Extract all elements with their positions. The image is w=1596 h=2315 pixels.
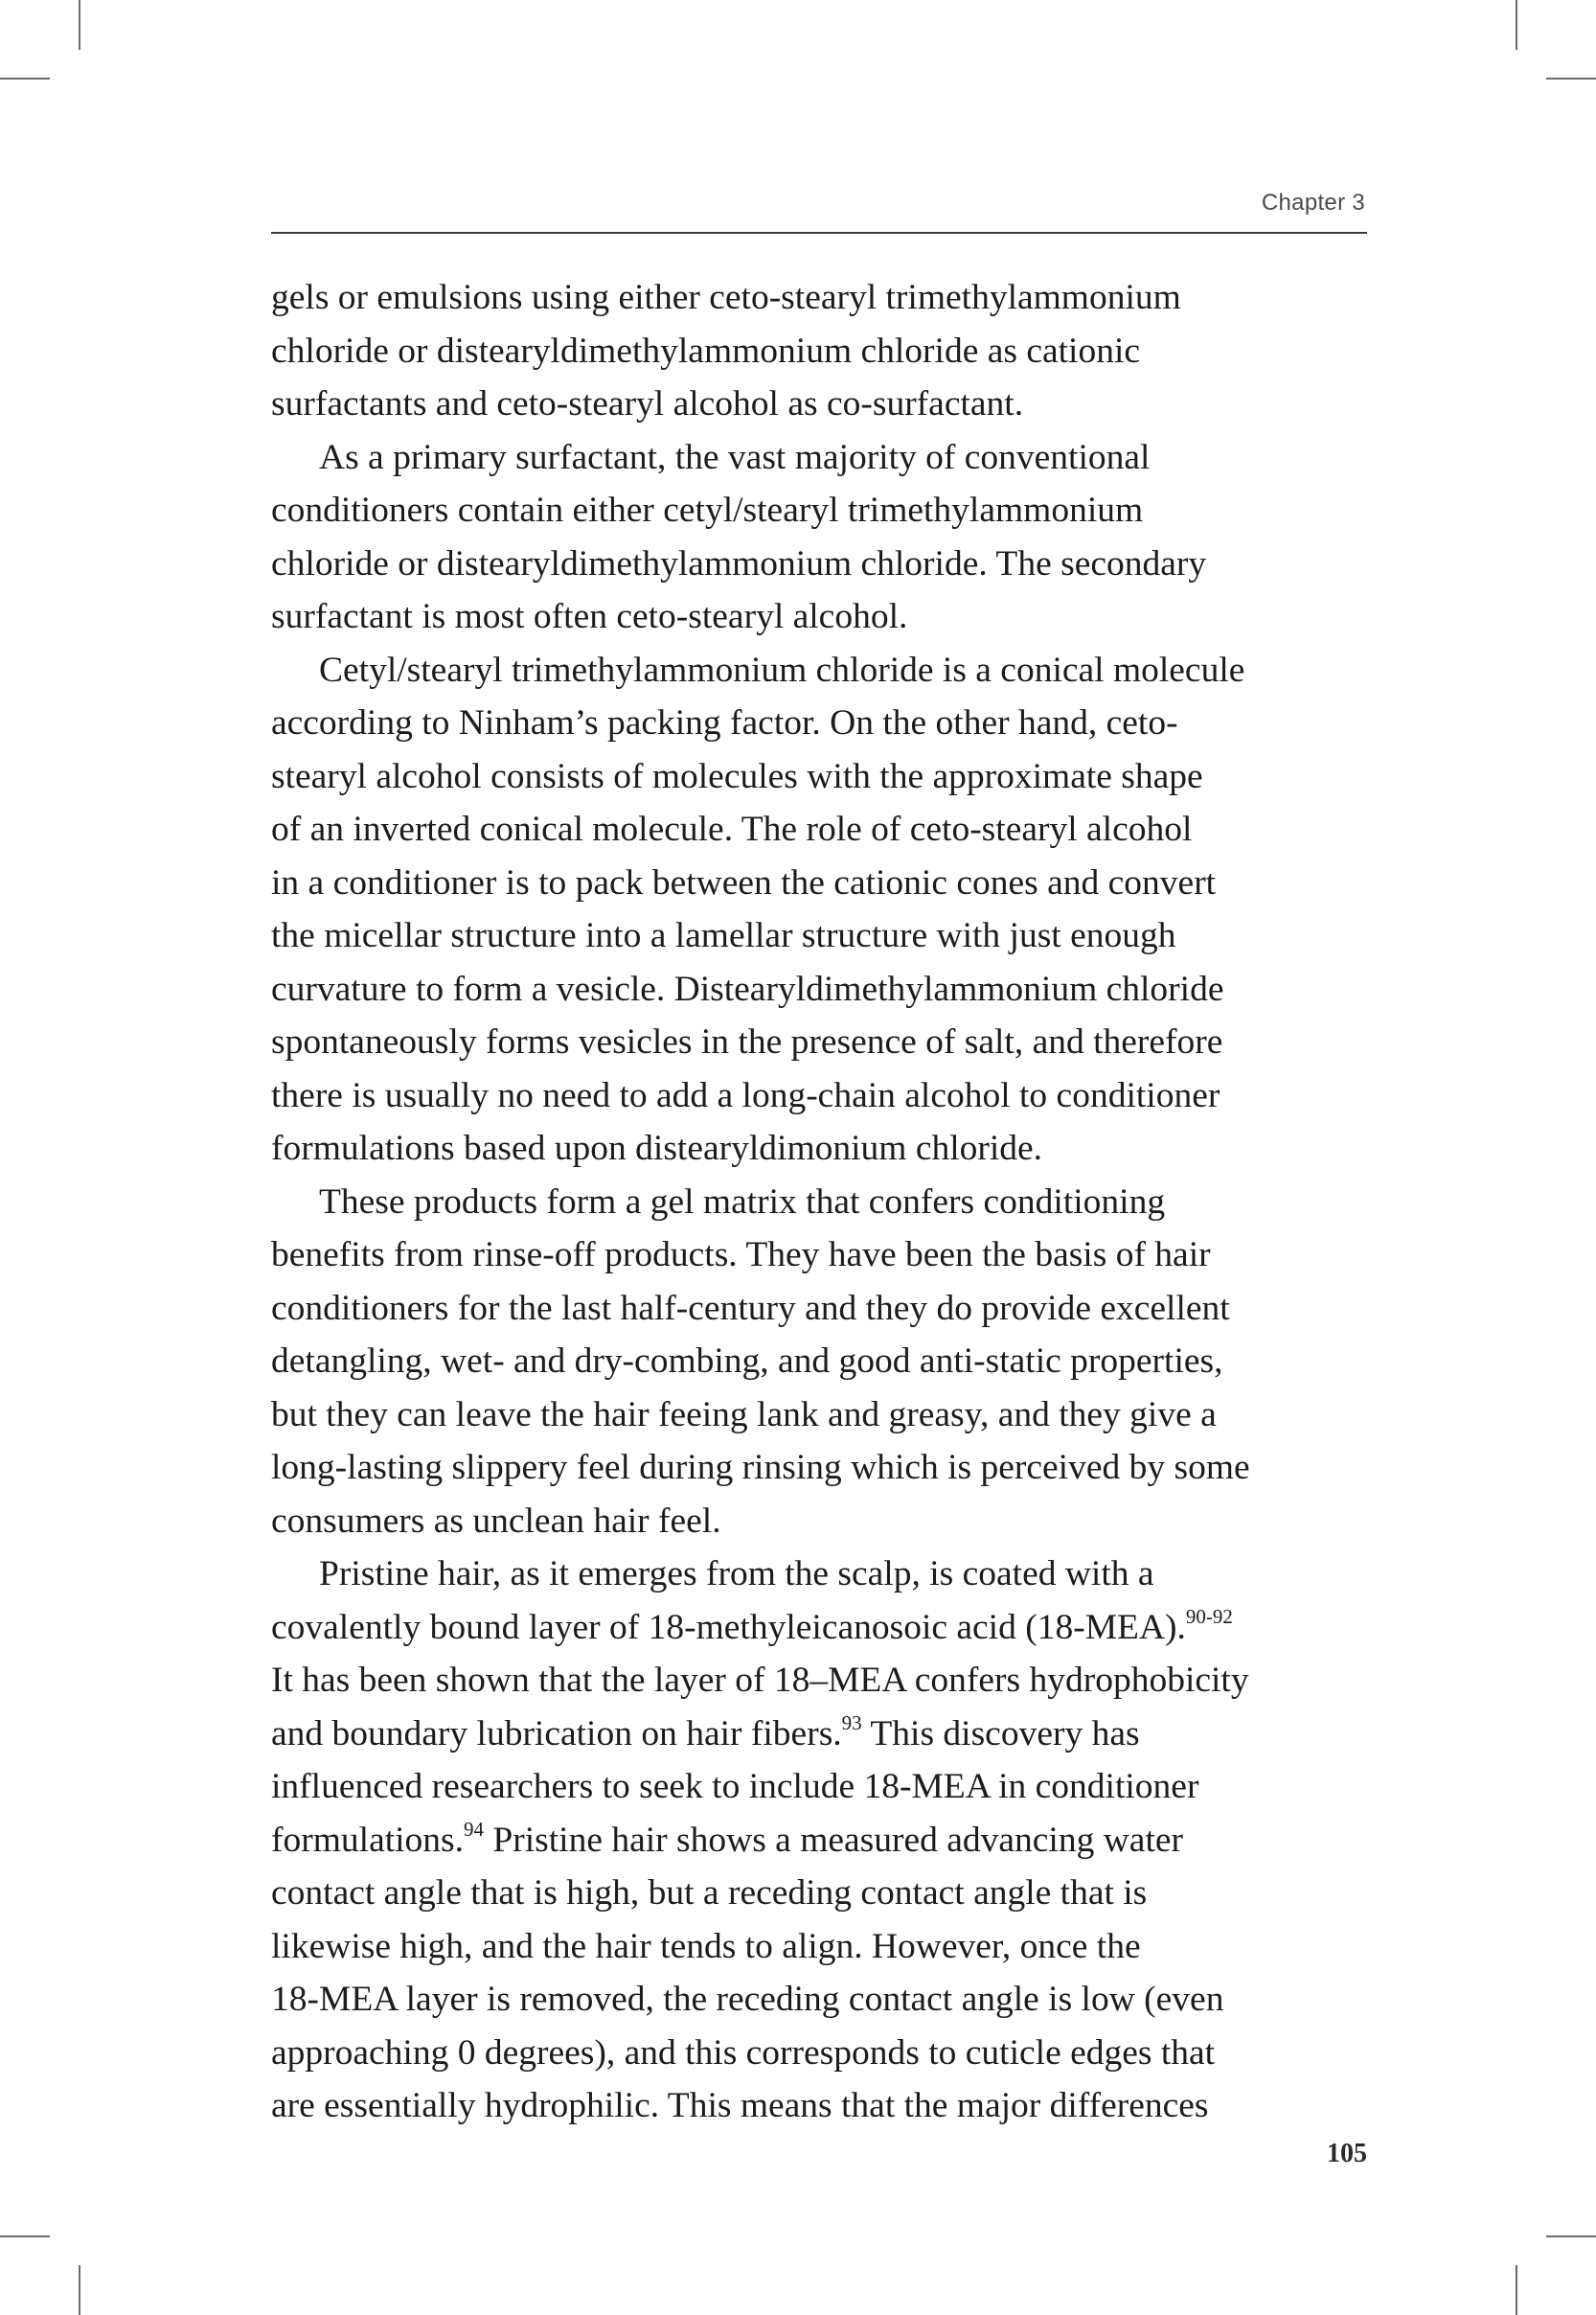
text-run: Pristine hair shows a measured advancing water bbox=[484, 1820, 1184, 1860]
text-run: curvature to form a vesicle. Distearyldimethylammonium chloride bbox=[271, 969, 1224, 1009]
chapter-label: Chapter 3 bbox=[1261, 190, 1365, 216]
text-line bbox=[271, 1547, 1367, 1601]
text-run: long-lasting slippery feel during rinsing which is perceived by some bbox=[271, 1448, 1250, 1487]
text-run: conditioners contain either cetyl/stearyl trimethylammonium bbox=[271, 491, 1144, 530]
text-line bbox=[271, 697, 1367, 750]
text-run: influenced researchers to seek to include 18-MEA in conditioner bbox=[271, 1767, 1199, 1806]
text-run: the micellar structure into a lamellar structure with just enough bbox=[271, 916, 1176, 955]
crop-mark-bottom-left-h bbox=[0, 2235, 50, 2237]
text-run: formulations. bbox=[271, 1820, 465, 1860]
crop-mark-bottom-right bbox=[1516, 2265, 1517, 2315]
text-line bbox=[271, 857, 1367, 910]
text-line bbox=[271, 1122, 1367, 1176]
text-line bbox=[271, 1176, 1367, 1229]
text-run: surfactants and ceto-stearyl alcohol as co-surfactant. bbox=[271, 384, 1024, 424]
text-line bbox=[271, 2079, 1367, 2133]
text-line bbox=[271, 909, 1367, 963]
text-line bbox=[271, 484, 1367, 538]
text-line bbox=[271, 1388, 1367, 1442]
text-run: consumers as unclean hair feel. bbox=[271, 1501, 721, 1541]
text-line bbox=[271, 750, 1367, 804]
text-run: in a conditioner is to pack between the cationic cones and convert bbox=[271, 862, 1217, 903]
citation-superscript: 90-92 bbox=[1185, 1605, 1233, 1628]
text-line bbox=[271, 1495, 1367, 1548]
crop-mark-bottom-right-h bbox=[1546, 2235, 1596, 2237]
page-number: 105 bbox=[1327, 2139, 1367, 2168]
text-run: there is usually no need to add a long-chain alcohol to conditioner bbox=[271, 1075, 1220, 1115]
text-line bbox=[271, 378, 1367, 431]
text-run: It has been shown that the layer of 18–MEA confers hydrophobicity bbox=[271, 1661, 1249, 1700]
crop-mark-top-right bbox=[1516, 0, 1517, 50]
text-line bbox=[271, 1867, 1367, 1920]
text-line bbox=[271, 1282, 1367, 1336]
text-run: benefits from rinse-off products. They have been the basis of hair bbox=[271, 1235, 1211, 1274]
text-run: contact angle that is high, but a receding contact angle that is bbox=[271, 1873, 1148, 1913]
text-run: These products form a gel matrix that confers conditioning bbox=[319, 1181, 1166, 1222]
text-line bbox=[271, 2027, 1367, 2080]
text-line bbox=[271, 1228, 1367, 1282]
text-run: As a primary surfactant, the vast majority of conventional bbox=[319, 437, 1151, 477]
text-run: conditioners for the last half-century and they do provide excellent bbox=[271, 1288, 1230, 1328]
text-line bbox=[271, 1441, 1367, 1495]
text-line bbox=[271, 431, 1367, 485]
text-line bbox=[271, 538, 1367, 591]
citation-superscript: 93 bbox=[841, 1711, 862, 1734]
text-run: covalently bound layer of 18-methyleicanosoic acid (18-MEA). bbox=[271, 1607, 1186, 1647]
text-run: are essentially hydrophilic. This means that the major differences bbox=[271, 2086, 1209, 2125]
text-run: of an inverted conical molecule. The role of ceto-stearyl alcohol bbox=[271, 810, 1193, 849]
text-run: surfactant is most often ceto-stearyl alcohol. bbox=[271, 597, 908, 636]
text-run: chloride or distearyldimethylammonium chloride as cationic bbox=[271, 331, 1141, 371]
text-run: 18-MEA layer is removed, the receding contact angle is low (even bbox=[271, 1980, 1224, 2019]
text-run: This discovery has bbox=[861, 1713, 1140, 1753]
text-line bbox=[271, 963, 1367, 1017]
text-run: and boundary lubrication on hair fibers. bbox=[271, 1713, 842, 1753]
text-run: detangling, wet- and dry-combing, and good anti-static properties, bbox=[271, 1341, 1223, 1381]
text-run: approaching 0 degrees), and this corresponds to cuticle edges that bbox=[271, 2032, 1216, 2073]
text-run: chloride or distearyldimethylammonium chloride. The secondary bbox=[271, 543, 1207, 584]
text-line bbox=[271, 1814, 1367, 1868]
text-run: likewise high, and the hair tends to align. However, once the bbox=[271, 1926, 1141, 1966]
text-line bbox=[271, 325, 1367, 378]
text-run: gels or emulsions using either ceto-stearyl trimethylammonium bbox=[271, 278, 1181, 317]
text-line bbox=[271, 1601, 1367, 1655]
text-line bbox=[271, 1335, 1367, 1388]
text-line bbox=[271, 1069, 1367, 1123]
crop-mark-bottom-left bbox=[79, 2265, 80, 2315]
citation-superscript: 94 bbox=[464, 1818, 485, 1841]
text-line bbox=[271, 271, 1367, 325]
text-run: Pristine hair, as it emerges from the scalp, is coated with a bbox=[319, 1554, 1154, 1593]
text-run: spontaneously forms vesicles in the presence of salt, and therefore bbox=[271, 1022, 1223, 1062]
text-line bbox=[271, 1920, 1367, 1974]
crop-mark-top-right-h bbox=[1546, 78, 1596, 80]
text-line bbox=[271, 1708, 1367, 1761]
text-line bbox=[271, 1016, 1367, 1069]
text-run: stearyl alcohol consists of molecules with the approximate shape bbox=[271, 756, 1203, 796]
text-line bbox=[271, 590, 1367, 644]
text-run: but they can leave the hair feeing lank and greasy, and they give a bbox=[271, 1394, 1217, 1434]
text-line bbox=[271, 1760, 1367, 1814]
text-run: formulations based upon distearyldimonium chloride. bbox=[271, 1129, 1043, 1168]
running-head bbox=[271, 190, 1367, 234]
text-line bbox=[271, 1654, 1367, 1708]
text-line bbox=[271, 803, 1367, 857]
text-line bbox=[271, 1973, 1367, 2027]
crop-mark-top-left bbox=[79, 0, 80, 50]
text-line bbox=[271, 644, 1367, 698]
text-run: according to Ninham’s packing factor. On the other hand, ceto- bbox=[271, 703, 1178, 743]
body-text bbox=[271, 271, 1367, 2133]
crop-mark-top-left-h bbox=[0, 78, 50, 80]
text-run: Cetyl/stearyl trimethylammonium chloride is a conical molecule bbox=[319, 650, 1245, 690]
